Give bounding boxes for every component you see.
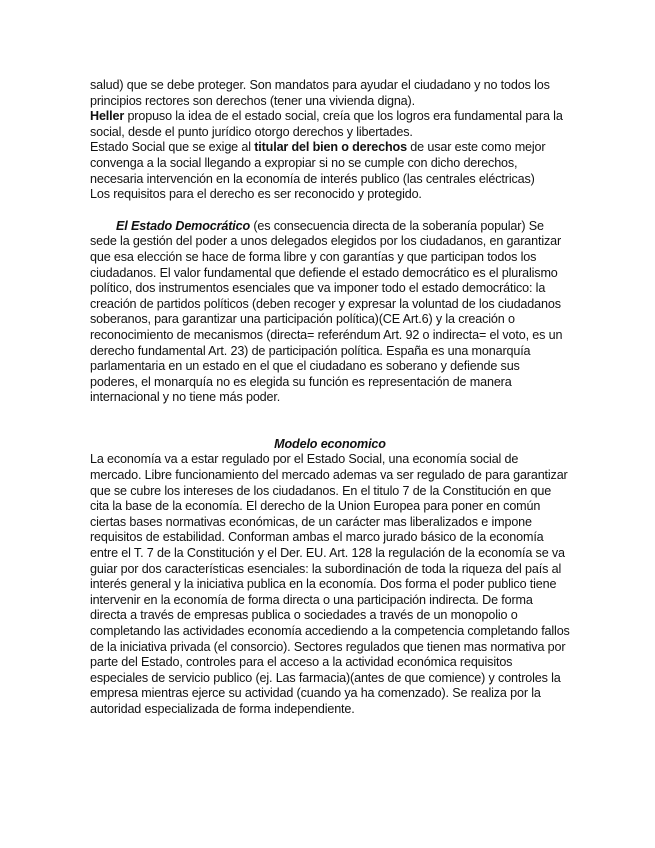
heading-economico: Modelo economico <box>274 436 386 451</box>
heller-name: Heller <box>90 109 125 124</box>
paragraph-democratico <box>90 219 570 406</box>
estado-bold: titular del bien o derechos <box>254 140 407 155</box>
estado-post: de usar este como mejor convenga a la social llegando a expropiar si no se cumple con dicho derechos, necesaria intervención en la economía de interés publico (las centrales eléctricas) <box>90 140 546 186</box>
paragraph-heller <box>90 109 570 140</box>
heading-democratico: El Estado Democrático <box>116 218 251 233</box>
paragraph-economico: La economía va a estar regulado por el Estado Social, una economía social de mercado. Libre funcionamiento del mercado ademas va ser regulado de para garantizar que se cubre los intereses de los ciudadanos. En el titulo 7 de la Constitución en que cita la base de la economía. El derecho de la Union Europea para poner en común ciertas bases normativas económicas, de un carácter mas liberalizados e impone requisitos de estabilidad. Conforman ambas el marco jurado básico de la economía entre el T. 7 de la Constitución y el Der. EU. Art. 128 la regulación de la economía se va guiar por dos características esenciales: la subordinación de toda la riqueza del país al interés general y la iniciativa publica en la economía. Dos forma el poder publico tiene intervenir en la economía de forma directa o una participación indirecta. De forma directa a través de empresas publica o sociedades a través de un monopolio o completando las actividades economía accediendo a la competencia completando fallos de la iniciativa privada (el consorcio). Sectores regulados que tienen mas normativa por parte del Estado, controles para el acceso a la actividad económica requisitos especiales de servicio publico (ej. Las farmacia)(antes de que comience) y controles la empresa mientras ejerce su actividad (cuando ya ha comenzado). Se realiza por la autoridad especializada de forma independiente. <box>90 452 570 716</box>
paragraph-estado-social <box>90 140 570 187</box>
body-democratico: (es consecuencia directa de la soberanía popular) Se sede la gestión del poder a unos delegados elegidos por los ciudadanos, en garantizar que esa elección se hace de forma libre y con garantías y que participan todos los ciudadanos. El valor fundamental que defiende el estado democrático es el pluralismo político, dos instrumentos esenciales que va imponer todo el estado democrático: la creación de partidos políticos (deben recoger y expresar la voluntad de los ciudadanos soberanos, para garantizar una participación política)(CE Art.6) y la creación o reconocimiento de mecanismos (directa= referéndum Art. 92 o indirecta= el voto, es un derecho fundamental Art. 23) de participación política. España es una monarquía parlamentaria en un estado en el que el ciudadano es soberano y defiende sus poderes, el monarquía no es elegida su función es representación de manera internacional y no tiene más poder. <box>90 218 563 405</box>
estado-pre: Estado Social que se exige al <box>90 140 255 155</box>
spacer <box>90 203 570 219</box>
paragraph-intro: salud) que se debe proteger. Son mandatos para ayudar el ciudadano y no todos los principios rectores son derechos (tener una vivienda digna). <box>90 78 550 108</box>
heading-economico-wrap <box>90 437 570 453</box>
paragraph-requisitos: Los requisitos para el derecho es ser reconocido y protegido. <box>90 187 422 202</box>
spacer <box>90 406 570 437</box>
document-page <box>90 78 570 718</box>
heller-text: propuso la idea de el estado social, creía que los logros era fundamental para la social, desde el punto jurídico otorgo derechos y libertades. <box>90 109 563 139</box>
